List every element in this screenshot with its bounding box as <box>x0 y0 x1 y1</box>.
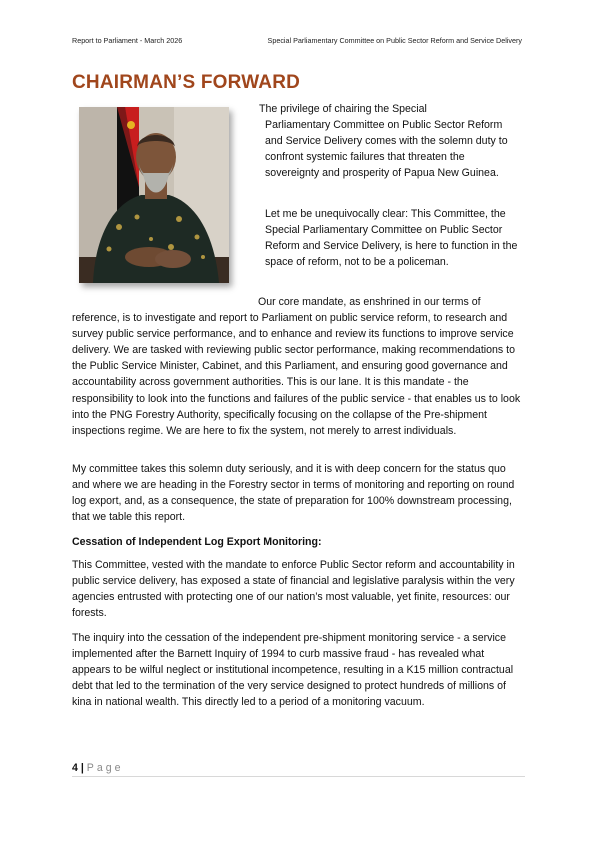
footer-divider <box>72 776 525 777</box>
intro-paragraph-1-rest: Parliamentary Committee on Public Sector Reform and Service Delivery comes with the solemn duty to confront systemic failures that threaten the sovereignty and prosperity of Papua New Guinea. <box>265 119 508 180</box>
page-number: 4 <box>72 762 78 774</box>
body-paragraph-paralysis: This Committee, vested with the mandate to enforce Public Sector reform and accountability in public service delivery, has exposed a state of financial and legislative paralysis within the very agencies entrusted with protecting one of our nation’s most valuable, yet finite, resources: our forests. <box>72 559 515 620</box>
body-paragraph-committee-duty: My committee takes this solemn duty seriously, and it is with deep concern for the status quo and where we are heading in the Forestry sector in terms of monitoring and reporting on round log export, and, as a consequence, the state of preparation for 100% downstream processing, that we table this report. <box>72 463 515 524</box>
intro-paragraph-1 <box>259 101 521 181</box>
intro-paragraph-1-first-line: The privilege of chairing the Special <box>259 103 427 115</box>
body-paragraph-mandate: Our core mandate, as enshrined in our terms of reference, is to investigate and report to Parliament on public service reform, to research and survey public service performance, and to enhance and review its functions to improve service delivery. We are tasked with reviewing public sector performance, making recommendations to the Public Service Minister, Cabinet, and this Parliament, and ensuring good governance and accountability across government authorities. This is our lane. It is this mandate - the responsibility to look into the functions and failures of the public service - that enables us to look into the PNG Forestry Authority, specifically focusing on the collapse of the Pre-shipment inspections regime. We are here to fix the system, not merely to arrest individuals. <box>72 296 521 437</box>
page-footer <box>72 762 124 774</box>
running-header-left: Report to Parliament - March 2026 <box>72 36 183 45</box>
section-subheading: Cessation of Independent Log Export Monitoring: <box>72 536 322 548</box>
chairman-photo <box>79 107 229 283</box>
page-title: CHAIRMAN’S FORWARD <box>72 72 301 93</box>
page-label: Page <box>86 762 124 774</box>
running-header-right: Special Parliamentary Committee on Public Sector Reform and Service Delivery <box>267 36 522 45</box>
intro-paragraph-2: Let me be unequivocally clear: This Committee, the Special Parliamentary Committee on Public Sector Reform and Service Delivery, is here to function in the space of reform, not to be a policeman. <box>265 208 518 269</box>
footer-separator: | <box>80 762 84 774</box>
body-paragraph-inquiry: The inquiry into the cessation of the independent pre-shipment monitoring service - a service implemented after the Barnett Inquiry of 1994 to curb massive fraud - has revealed what appears to be wilful neglect or institutional incompetence, resulting in a K15 million contractual debt that led to the termination of the very service designed to protect hundreds of millions of kina in national wealth. This directly led to a period of a monitoring vacuum. <box>72 632 514 709</box>
